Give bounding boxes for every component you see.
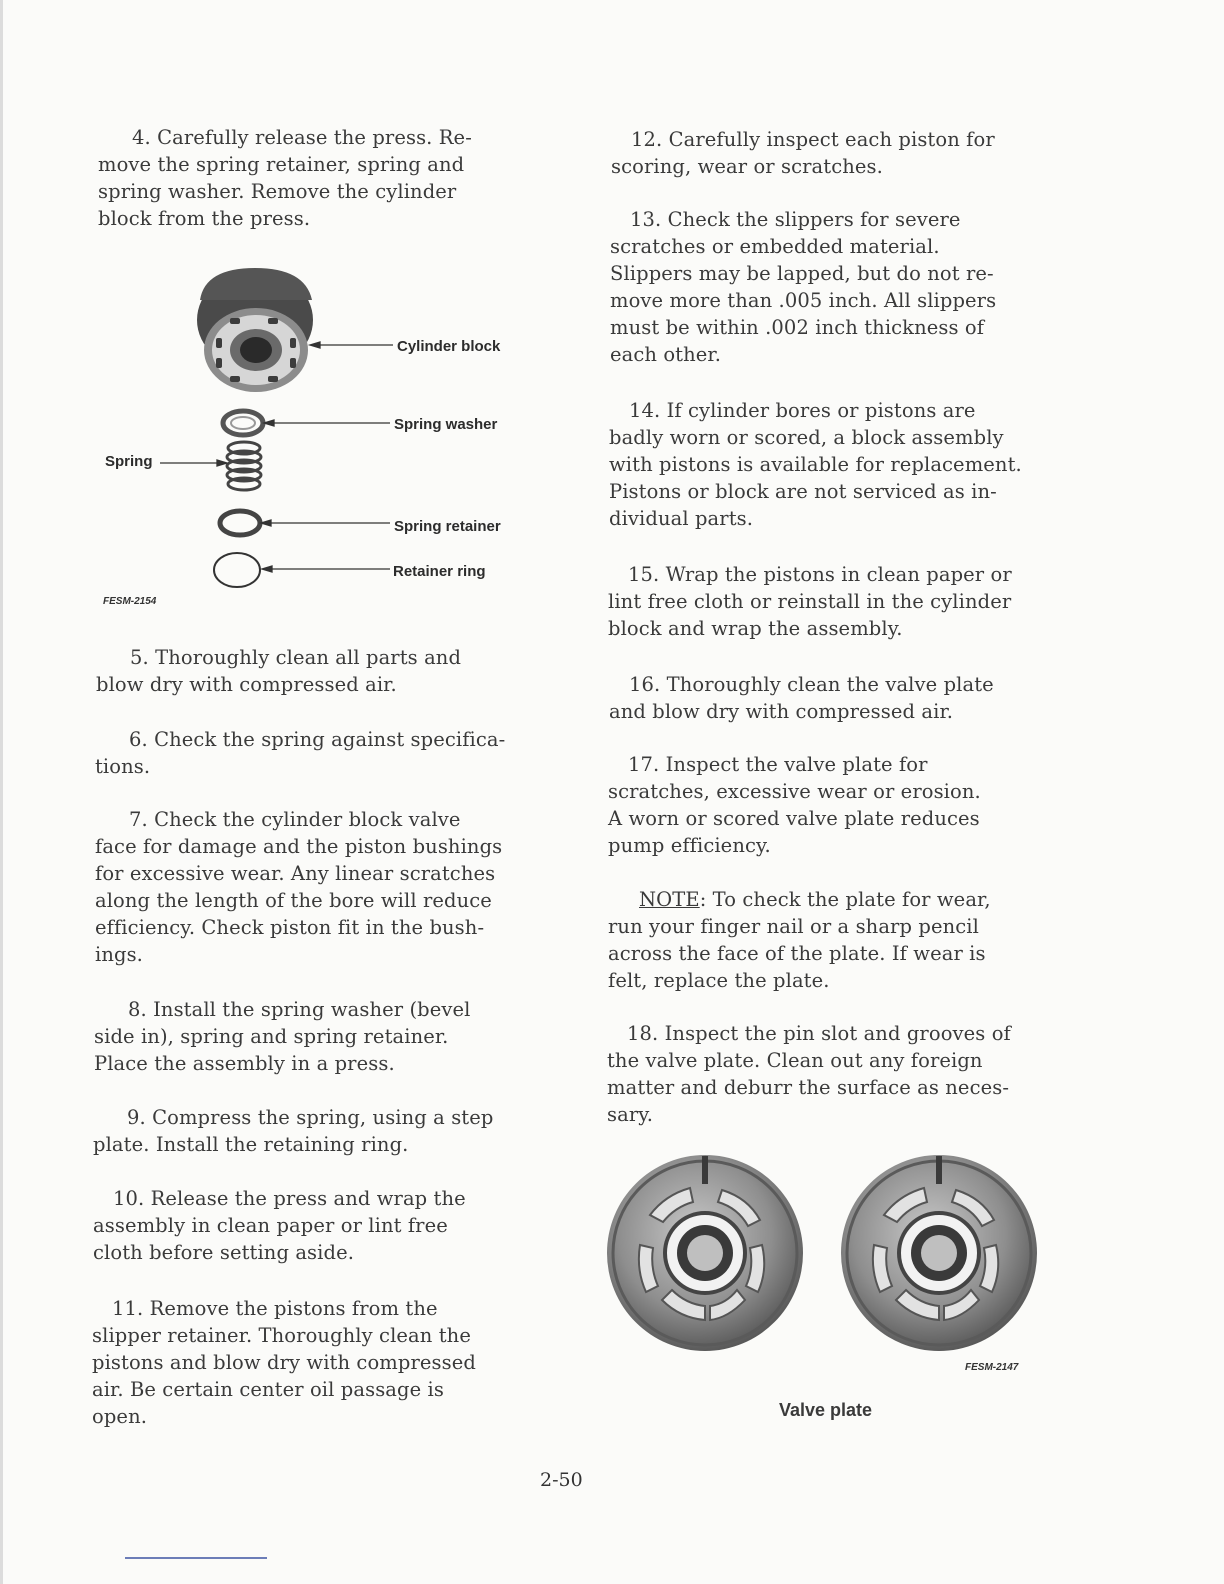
bottom-rule (125, 1557, 267, 1559)
caption-valve-plate: Valve plate (779, 1400, 873, 1420)
step-13: 13. Check the slippers for severe scratches or embedded material. Slippers may be lapped, but do not re- move more than .005 inch. All slippers must be within .002 inch thickness of each other. (610, 208, 997, 366)
step-18: 18. Inspect the pin slot and grooves of the valve plate. Clean out any foreign matter and deburr the surface as neces- sary. (607, 1022, 1011, 1126)
step-14: 14. If cylinder bores or pistons are badly worn or scored, a block assembly with pistons is available for replacement. Pistons or block are not serviced as in- dividual parts. (609, 399, 1022, 530)
step-7: 7. Check the cylinder block valve face for damage and the piston bushings for excessive wear. Any linear scratches along the length of the bore will reduce efficiency. Check piston fit in the bush- ings. (95, 808, 503, 966)
figure-code-exploded: FESM-2154 (103, 596, 157, 607)
step-12: 12. Carefully inspect each piston for scoring, wear or scratches. (611, 128, 995, 178)
note-text: : To check the plate for wear, run your finger nail or a sharp pencil across the face of the plate. If wear is felt, replace the plate. (608, 888, 991, 992)
label-spring-washer: Spring washer (394, 416, 498, 433)
label-spring: Spring (105, 453, 153, 470)
step-16: 16. Thoroughly clean the valve plate and blow dry with compressed air. (609, 673, 994, 723)
step-15: 15. Wrap the pistons in clean paper or lint free cloth or reinstall in the cylinder block and wrap the assembly. (608, 563, 1012, 640)
label-cylinder-block: Cylinder block (397, 338, 501, 355)
step-9: 9. Compress the spring, using a step plate. Install the retaining ring. (93, 1106, 494, 1156)
label-retainer-ring: Retainer ring (393, 563, 486, 580)
step-17: 17. Inspect the valve plate for scratches, excessive wear or erosion. A worn or scored valve plate reduces pump efficiency. (608, 753, 981, 857)
step-5: 5. Thoroughly clean all parts and blow dry with compressed air. (96, 646, 462, 696)
step-4: 4. Carefully release the press. Re- move the spring retainer, spring and spring washer. Remove the cylinder block from the press. (98, 126, 472, 230)
figure-code-valve-plate: FESM-2147 (965, 1362, 1019, 1373)
step-6: 6. Check the spring against specifica- tions. (95, 728, 506, 778)
valve-plate-left (607, 1155, 803, 1351)
note-label: NOTE (639, 888, 700, 911)
step-11: 11. Remove the pistons from the slipper retainer. Thoroughly clean the pistons and blow dry with compressed air. Be certain center oil passage is open. (92, 1297, 476, 1428)
page-number: 2-50 (540, 1469, 583, 1491)
valve-plate-right (841, 1155, 1037, 1351)
step-10: 10. Release the press and wrap the assembly in clean paper or lint free cloth before setting aside. (93, 1187, 466, 1264)
label-spring-retainer: Spring retainer (394, 518, 501, 535)
step-8: 8. Install the spring washer (bevel side in), spring and spring retainer. Place the assembly in a press. (94, 998, 471, 1075)
